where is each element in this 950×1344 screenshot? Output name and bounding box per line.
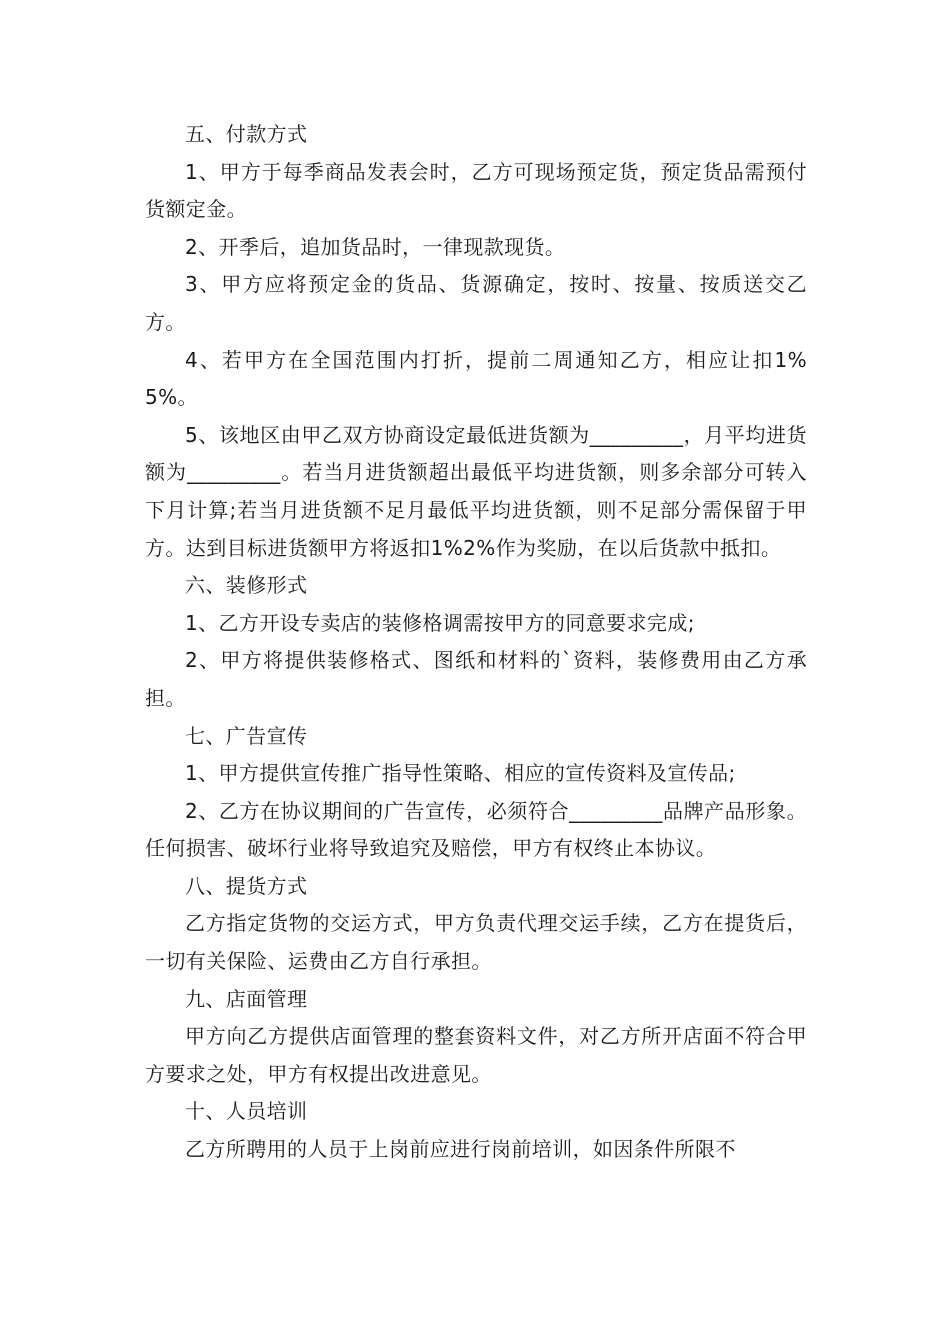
section-heading-training: 十、人员培训	[185, 1099, 308, 1124]
paragraph-advertising-1: 1、甲方提供宣传推广指导性策略、相应的宣传资料及宣传品;	[185, 761, 736, 786]
section-heading-store-management: 九、店面管理	[185, 986, 308, 1011]
paragraph-payment-1: 1、甲方于每季商品发表会时，乙方可现场预定货，预定货品需预付货额定金。	[145, 159, 807, 222]
section-heading-delivery: 八、提货方式	[185, 873, 308, 898]
section-heading-decoration: 六、装修形式	[185, 573, 308, 598]
paragraph-advertising-2: 2、乙方在协议期间的广告宣传，必须符合_________品牌产品形象。任何损害、破坏行业将导致追究及赔偿，甲方有权终止本协议。	[145, 798, 807, 861]
paragraph-payment-2: 2、开季后，追加货品时，一律现款现货。	[185, 234, 566, 259]
paragraph-payment-4: 4、若甲方在全国范围内打折，提前二周通知乙方，相应让扣1%5%。	[145, 347, 807, 410]
document-page	[145, 116, 807, 1169]
paragraph-store-management: 甲方向乙方提供店面管理的整套资料文件，对乙方所开店面不符合甲方要求之处，甲方有权提出改进意见。	[145, 1024, 807, 1086]
paragraph-training: 乙方所聘用的人员于上岗前应进行岗前培训，如因条件所限不	[185, 1137, 736, 1162]
section-heading-advertising: 七、广告宣传	[185, 723, 308, 748]
paragraph-payment-5: 5、该地区由甲乙双方协商设定最低进货额为_________，月平均进货额为_________。若当月进货额超出最低平均进货额，则多余部分可转入下月计算;若当月进货额不足月最低平均进货额，则不足部分需保留于甲方。达到目标进货额甲方将返扣1%2%作为奖励，在以后货款中抵扣。	[145, 422, 807, 560]
paragraph-decoration-2: 2、甲方将提供装修格式、图纸和材料的`资料，装修费用由乙方承担。	[145, 648, 807, 710]
paragraph-delivery: 乙方指定货物的交运方式，甲方负责代理交运手续，乙方在提货后，一切有关保险、运费由乙方自行承担。	[145, 911, 807, 974]
paragraph-payment-3: 3、甲方应将预定金的货品、货源确定，按时、按量、按质送交乙方。	[145, 272, 807, 334]
paragraph-decoration-1: 1、乙方开设专卖店的装修格调需按甲方的同意要求完成;	[185, 610, 695, 635]
section-heading-payment: 五、付款方式	[185, 122, 308, 146]
